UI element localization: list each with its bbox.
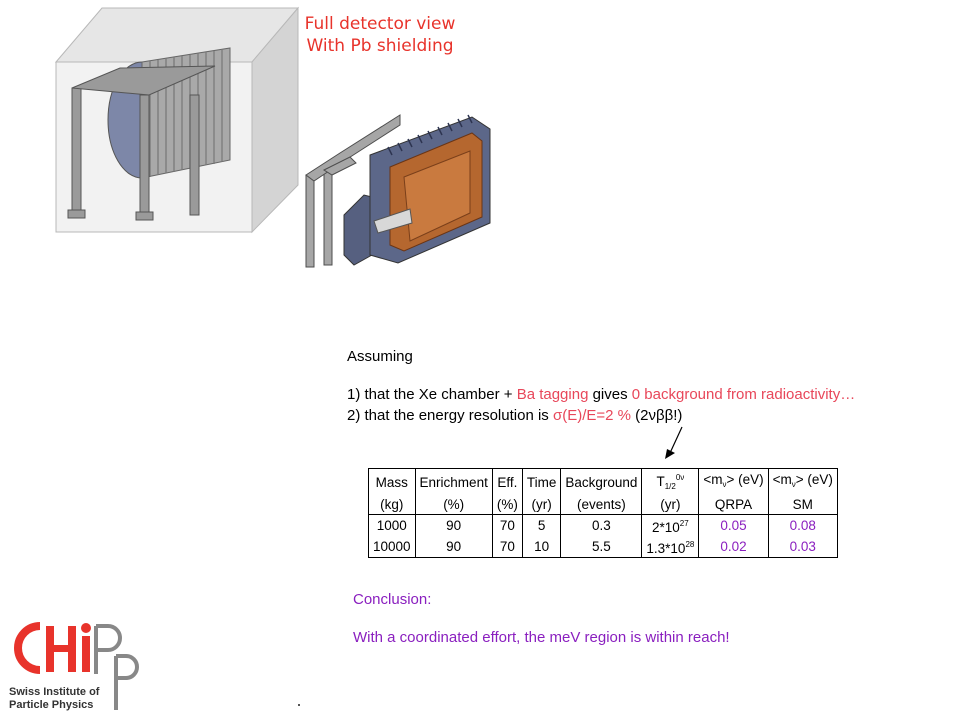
unit-cell: (events): [561, 495, 642, 514]
unit-cell: (%): [415, 495, 492, 514]
title-line-2: With Pb shielding: [306, 36, 454, 56]
cell-time: 5: [522, 514, 561, 536]
cell-background: 0.3: [561, 514, 642, 536]
unit-cell: SM: [768, 495, 837, 514]
assumption-2: [347, 406, 682, 426]
cell-sm: 0.08: [768, 514, 837, 536]
unit-cell: (kg): [369, 495, 416, 514]
unit-cell: (yr): [522, 495, 561, 514]
table-header-row: [369, 469, 838, 496]
slide-title: [290, 13, 470, 57]
assumption-1: [347, 385, 855, 405]
cell-mass: 10000: [369, 536, 416, 558]
header-background: Background: [561, 469, 642, 496]
table-row: [369, 514, 838, 536]
cell-half-life: $1.3*10^{28}$: [642, 536, 699, 558]
table-units-row: [369, 495, 838, 514]
header-half-life: $T_{1/2}^{0\nu}$: [642, 469, 699, 496]
assumption-1-middle: gives: [588, 386, 632, 403]
header-time: Time: [522, 469, 561, 496]
header-enrichment: Enrichment: [415, 469, 492, 496]
conclusion-label: Conclusion:: [353, 591, 432, 608]
title-line-1: Full detector view: [304, 14, 456, 34]
assumption-2-prefix: 2) that the energy resolution is: [347, 407, 553, 424]
ba-tagging-highlight: Ba tagging: [516, 386, 589, 403]
cell-eff: 70: [492, 514, 522, 536]
cell-time: 10: [522, 536, 561, 558]
header-mass-sm: $<m_\nu> (eV)$: [768, 469, 837, 496]
sensitivity-table: [368, 468, 838, 558]
unit-cell: QRPA: [699, 495, 768, 514]
logo-text-line-1: Swiss Institute of: [9, 686, 100, 698]
logo-text-line-2: Particle Physics: [9, 699, 94, 711]
assuming-heading: Assuming: [347, 348, 413, 365]
unit-cell: (yr): [642, 495, 699, 514]
header-mass-qrpa: $<m_\nu> (eV)$: [699, 469, 768, 496]
cell-eff: 70: [492, 536, 522, 558]
assumption-2-suffix: (2νββ!): [631, 407, 683, 424]
unit-cell: (%): [492, 495, 522, 514]
cell-enrichment: 90: [415, 536, 492, 558]
conclusion-text: With a coordinated effort, the meV region is within reach!: [353, 629, 730, 646]
zero-background-highlight: 0 background from radioactivity…: [631, 386, 856, 403]
arrow-icon: [662, 425, 692, 461]
table-row: [369, 536, 838, 558]
cell-mass: 1000: [369, 514, 416, 536]
header-eff: Eff.: [492, 469, 522, 496]
cell-qrpa: 0.05: [699, 514, 768, 536]
cell-background: 5.5: [561, 536, 642, 558]
cell-enrichment: 90: [415, 514, 492, 536]
assumption-1-prefix: 1) that the Xe chamber +: [347, 386, 517, 403]
shielded-detector-illustration: [50, 0, 300, 235]
detector-cutaway-illustration: [300, 95, 500, 275]
stray-dot: [298, 704, 300, 706]
cell-half-life: $2*10^{27}$: [642, 514, 699, 536]
cell-sm: 0.03: [768, 536, 837, 558]
energy-resolution-highlight: σ(E)/E=2 %: [552, 407, 631, 424]
cell-qrpa: 0.02: [699, 536, 768, 558]
header-mass: Mass: [369, 469, 416, 496]
